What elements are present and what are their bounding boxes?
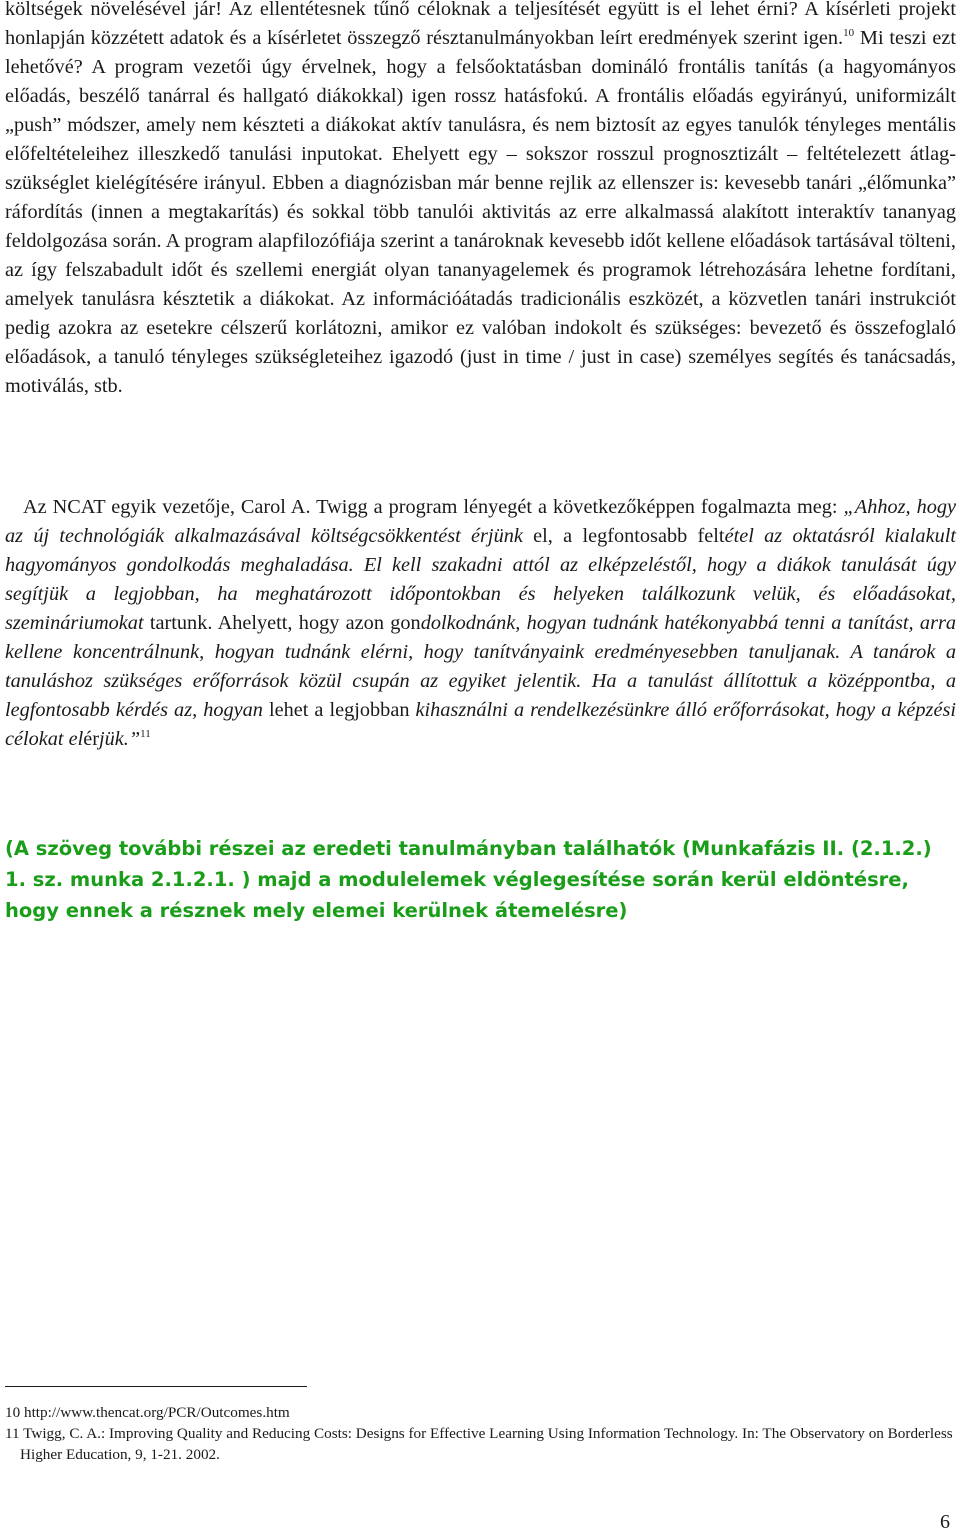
footnotes	[5, 1402, 956, 1465]
footnote-separator	[5, 1386, 307, 1387]
quote-segment-b: étel az oktatásról kialakult hagyományos gondolkodás meghaladása. El kell szakadni attól az elképzeléstől, hogy a diákok tanulását úgy segítjük a legjobban, ha meghatározott időpontokban és helyeken találkozunk velük, és előadásokat, szemináriumokat	[5, 525, 956, 634]
footnote-ref-11: 11	[140, 728, 151, 740]
plain-segment-d: ér	[83, 728, 100, 750]
footnote-ref-10: 10	[843, 27, 855, 39]
quote-segment-f: jük.”	[99, 728, 141, 750]
plain-segment-a: el, a legfontosabb felt	[522, 525, 725, 547]
quote-segment-c: dolkodnánk, hogyan tudnánk hatékonyabbá tenni a tanítást, arra kellene koncentrálnunk, hogyan tudnánk elérni, hogy tanítványaink eredményesebben tanuljanak.	[5, 612, 956, 663]
body-paragraph-1	[5, 0, 956, 401]
quote-segment-e: kihasználni a rendelkezésünkre álló erőforrásokat, hogy a képzési célokat el	[5, 699, 956, 750]
paragraph-1-text-b: Mi teszi ezt lehetővé? A program vezetői úgy érvelnek, hogy a felsőoktatásban domináló frontális tanítás (a hagyományos előadás, beszélő tanárral és hallgató diákokkal) igen rossz hatásfokú. A frontális előadás egyirányú, uniformizált „push” módszer, amely nem készteti a diákokat aktív tanulásra, és nem biztosít az egyes tanulók tényleges mentális előfeltételeihez illeszkedő tanulási inputokat. Ehelyett egy – sokszor rosszul prognosztizált – feltételezett átlag-szükséglet kielégítésére irányul. Ebben a diagnózisban már benne rejlik az ellenszer is: kevesebb tanári „élőmunka” ráfordítás (innen a megtakarítás) és sokkal több tanulói aktivitás az erre alkalmassá alakított interaktív tananyag feldolgozása során. A program alapfilozófiája szerint a tanároknak kevesebb időt kellene előadások tartásával tölteni, az így felszabadult időt és szellemi energiát olyan tananyagelemek és programok létrehozására lehetne fordítani, amelyek tanulásra késztetik a diákokat. Az információátadás tradicionális eszközét, a közvetlen tanári instrukciót pedig azokra az esetekre célszerű korlátozni, amikor ez valóban indokolt és szükséges: bevezető és összefoglaló előadások, a tanuló tényleges szükségleteihez igazodó (just in time / just in case) személyes segítés és tanácsadás, motiválás, stb.	[5, 27, 957, 397]
quote-segment-d: A tanárok a tanuláshoz szükséges erőforrások közül csupán az egyiket jelentik. Ha a tanulást állítottuk a középpontba, a legfontosabb kérdés az, hogyan	[5, 641, 956, 721]
page-number: 6	[940, 1511, 950, 1533]
footnote-10: 10 http://www.thencat.org/PCR/Outcomes.htm	[5, 1404, 290, 1421]
footnote-11: 11 Twigg, C. A.: Improving Quality and Reducing Costs: Designs for Effective Learning Using Information Technology. In: The Observatory on Borderless Higher Education, 9, 1-21. 2002.	[5, 1425, 953, 1463]
quote-segment-a: „Ahhoz, hogy az új technológiák alkalmazásával költségcsökkentést érjünk	[5, 496, 956, 547]
plain-segment-c: lehet a legjobban	[262, 699, 416, 721]
plain-segment-b: tartunk. Ahelyett, hogy azon gon	[143, 612, 421, 634]
body-paragraph-2	[5, 493, 956, 754]
editorial-notice: (A szöveg további részei az eredeti tanulmányban találhatók (Munkafázis II. (2.1.2.) 1. sz. munka 2.1.2.1. ) majd a modulelemek véglegesítése során kerül eldöntésre, hogy ennek a résznek mely elemei kerülnek átemelésre)	[5, 837, 932, 922]
paragraph-2-intro: Az NCAT egyik vezetője, Carol A. Twigg a program lényegét a következőképpen fogalmazta meg:	[23, 496, 844, 518]
paragraph-1-text-a: költségek növelésével jár! Az ellentétesnek tűnő céloknak a teljesítését együtt is el lehet érni? A kísérleti projekt honlapján közzétett adatok és a kísérletet összegző résztanulmányokban leírt eredmények szerint igen.	[5, 0, 956, 49]
